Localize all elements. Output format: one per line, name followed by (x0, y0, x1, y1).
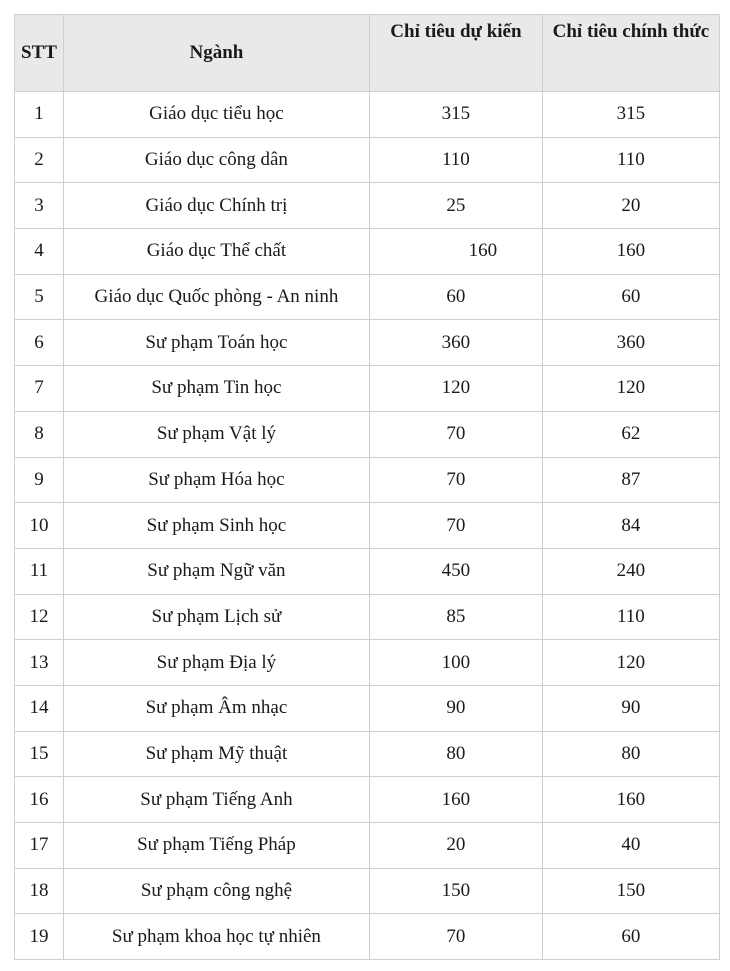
row-stt: 4 (15, 229, 64, 275)
row-du-kien: 70 (369, 411, 542, 457)
row-chinh-thuc: 360 (542, 320, 719, 366)
row-stt: 3 (15, 183, 64, 229)
row-nganh: Sư phạm Toán học (63, 320, 369, 366)
row-du-kien: 60 (369, 274, 542, 320)
row-du-kien: 70 (369, 914, 542, 960)
row-stt: 18 (15, 868, 64, 914)
table-row (15, 777, 720, 823)
row-du-kien: 90 (369, 685, 542, 731)
row-chinh-thuc: 120 (542, 366, 719, 412)
quota-table (14, 14, 720, 960)
row-stt: 17 (15, 823, 64, 869)
row-du-kien: 25 (369, 183, 542, 229)
table-row (15, 731, 720, 777)
row-stt: 11 (15, 548, 64, 594)
row-stt: 9 (15, 457, 64, 503)
row-du-kien: 450 (369, 548, 542, 594)
table-row (15, 92, 720, 138)
table-row (15, 457, 720, 503)
row-nganh: Giáo dục Quốc phòng - An ninh (63, 274, 369, 320)
row-chinh-thuc: 110 (542, 594, 719, 640)
row-chinh-thuc: 40 (542, 823, 719, 869)
table-row (15, 137, 720, 183)
row-chinh-thuc: 240 (542, 548, 719, 594)
row-du-kien: 160 (369, 229, 542, 275)
row-chinh-thuc: 160 (542, 229, 719, 275)
row-du-kien: 160 (369, 777, 542, 823)
table-row (15, 411, 720, 457)
row-nganh: Giáo dục Thể chất (63, 229, 369, 275)
row-du-kien: 120 (369, 366, 542, 412)
row-stt: 5 (15, 274, 64, 320)
row-stt: 12 (15, 594, 64, 640)
row-stt: 6 (15, 320, 64, 366)
row-nganh: Giáo dục công dân (63, 137, 369, 183)
row-chinh-thuc: 87 (542, 457, 719, 503)
row-chinh-thuc: 80 (542, 731, 719, 777)
header-chi-tieu-chinh-thuc: Chỉ tiêu chính thức (542, 15, 719, 92)
table-row (15, 685, 720, 731)
row-du-kien: 110 (369, 137, 542, 183)
table-body (15, 92, 720, 960)
row-stt: 2 (15, 137, 64, 183)
row-stt: 7 (15, 366, 64, 412)
row-stt: 16 (15, 777, 64, 823)
table-row (15, 823, 720, 869)
table-row (15, 503, 720, 549)
row-chinh-thuc: 20 (542, 183, 719, 229)
row-du-kien: 70 (369, 457, 542, 503)
table-row (15, 366, 720, 412)
row-nganh: Sư phạm Hóa học (63, 457, 369, 503)
row-nganh: Sư phạm khoa học tự nhiên (63, 914, 369, 960)
row-nganh: Sư phạm Tiếng Pháp (63, 823, 369, 869)
row-du-kien: 100 (369, 640, 542, 686)
row-stt: 14 (15, 685, 64, 731)
row-nganh: Sư phạm Sinh học (63, 503, 369, 549)
row-nganh: Giáo dục Chính trị (63, 183, 369, 229)
row-chinh-thuc: 150 (542, 868, 719, 914)
row-stt: 19 (15, 914, 64, 960)
table-row (15, 320, 720, 366)
row-chinh-thuc: 60 (542, 274, 719, 320)
header-stt: STT (15, 15, 64, 92)
table-row (15, 548, 720, 594)
row-chinh-thuc: 90 (542, 685, 719, 731)
row-chinh-thuc: 60 (542, 914, 719, 960)
row-nganh: Sư phạm Lịch sử (63, 594, 369, 640)
row-chinh-thuc: 110 (542, 137, 719, 183)
row-du-kien: 20 (369, 823, 542, 869)
table-row (15, 183, 720, 229)
row-nganh: Sư phạm Địa lý (63, 640, 369, 686)
row-nganh: Sư phạm Mỹ thuật (63, 731, 369, 777)
row-du-kien: 315 (369, 92, 542, 138)
table-row (15, 868, 720, 914)
row-nganh: Sư phạm Âm nhạc (63, 685, 369, 731)
row-nganh: Sư phạm Vật lý (63, 411, 369, 457)
header-nganh: Ngành (63, 15, 369, 92)
row-chinh-thuc: 84 (542, 503, 719, 549)
table-row (15, 229, 720, 275)
row-du-kien: 70 (369, 503, 542, 549)
row-stt: 8 (15, 411, 64, 457)
table-row (15, 594, 720, 640)
row-chinh-thuc: 160 (542, 777, 719, 823)
row-nganh: Sư phạm Tin học (63, 366, 369, 412)
row-nganh: Giáo dục tiểu học (63, 92, 369, 138)
row-chinh-thuc: 62 (542, 411, 719, 457)
table-row (15, 640, 720, 686)
row-stt: 13 (15, 640, 64, 686)
row-du-kien: 80 (369, 731, 542, 777)
table-row (15, 274, 720, 320)
header-chi-tieu-du-kien: Chỉ tiêu dự kiến (369, 15, 542, 92)
row-nganh: Sư phạm công nghệ (63, 868, 369, 914)
row-stt: 10 (15, 503, 64, 549)
row-chinh-thuc: 120 (542, 640, 719, 686)
row-stt: 15 (15, 731, 64, 777)
row-chinh-thuc: 315 (542, 92, 719, 138)
row-du-kien: 150 (369, 868, 542, 914)
row-nganh: Sư phạm Tiếng Anh (63, 777, 369, 823)
table-header-row (15, 15, 720, 92)
table-row (15, 914, 720, 960)
row-nganh: Sư phạm Ngữ văn (63, 548, 369, 594)
row-stt: 1 (15, 92, 64, 138)
row-du-kien: 360 (369, 320, 542, 366)
row-du-kien: 85 (369, 594, 542, 640)
